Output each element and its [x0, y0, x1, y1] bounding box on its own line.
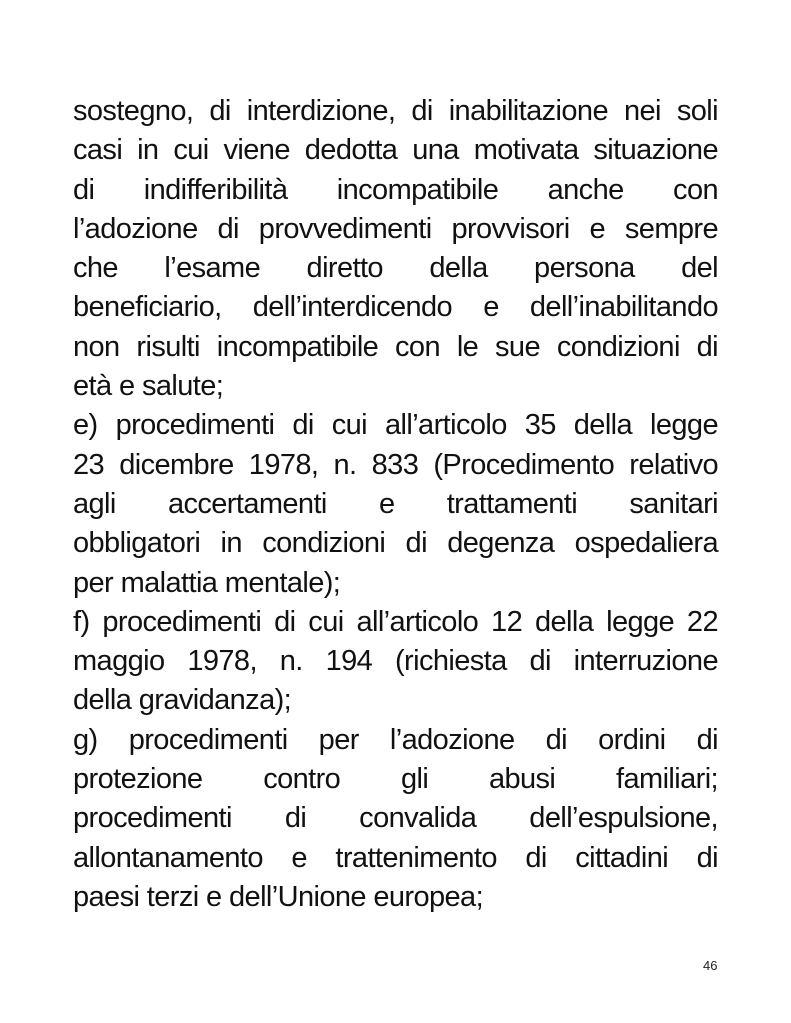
body-text: [73, 92, 718, 917]
text-line: di indifferibilità incompatibile anche con: [73, 173, 718, 206]
text-line: protezione contro gli abusi familiari;: [73, 763, 718, 796]
text-line: per malattia mentale);: [73, 566, 341, 599]
paragraph-item-g: [73, 721, 718, 917]
text-line: obbligatori in condizioni di degenza ospedaliera: [73, 527, 718, 560]
text-line: della gravidanza);: [73, 684, 292, 717]
text-line: l’adozione di provvedimenti provvisori e sempre: [73, 212, 718, 245]
paragraph-continuation: [73, 92, 718, 406]
paragraph-item-e: [73, 406, 718, 602]
paragraph-item-f: [73, 603, 718, 721]
text-line: beneficiario, dell’interdicendo e dell’inabilitando: [73, 291, 718, 324]
text-line: e) procedimenti di cui all’articolo 35 della legge: [73, 409, 718, 442]
text-line: non risulti incompatibile con le sue condizioni di: [73, 330, 718, 363]
text-line: f) procedimenti di cui all’articolo 12 della legge 22: [73, 605, 718, 638]
text-line: 23 dicembre 1978, n. 833 (Procedimento relativo: [73, 448, 718, 481]
text-line: agli accertamenti e trattamenti sanitari: [73, 487, 718, 520]
text-line: casi in cui viene dedotta una motivata situazione: [73, 134, 718, 167]
text-line: allontanamento e trattenimento di cittadini di: [73, 841, 718, 874]
text-line: paesi terzi e dell’Unione europea;: [73, 880, 484, 913]
text-line: procedimenti di convalida dell’espulsione,: [73, 802, 718, 835]
text-line: maggio 1978, n. 194 (richiesta di interruzione: [73, 645, 718, 678]
text-line: g) procedimenti per l’adozione di ordini di: [73, 723, 718, 756]
text-line: età e salute;: [73, 370, 224, 403]
text-line: che l’esame diretto della persona del: [73, 252, 718, 285]
text-line: sostegno, di interdizione, di inabilitazione nei soli: [73, 95, 718, 127]
page-number: 46: [703, 958, 718, 973]
